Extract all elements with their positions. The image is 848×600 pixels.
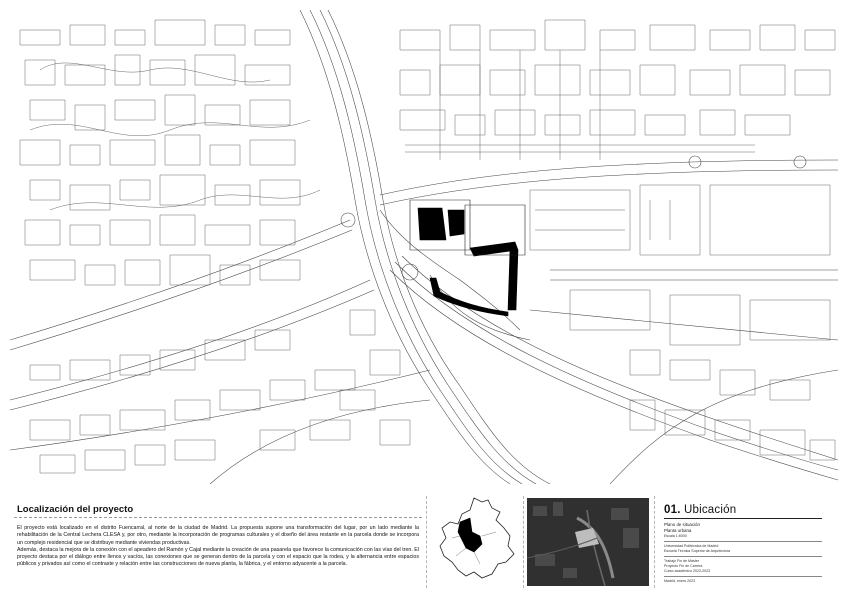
info-line: Planta urbana [664, 528, 692, 533]
sheet-number: 01. [664, 504, 681, 516]
info-divider [664, 556, 822, 557]
panel-separator [654, 496, 655, 588]
sheet-title-text: Ubicación [684, 504, 737, 516]
description-paragraph: El proyecto está localizado en el distrito Fuencarral, al norte de la ciudad de Madrid. La propuesta supone una transformación del lugar, por un lado mediante la rehabilitación de la Central Lechera CLESA y, por otro, mediante la incorporación de programas culturales y el diseño del área restante en la parcela donde se incorpora un complejo residencial que se distribuye mediante viviendas productivas. [17, 525, 419, 546]
sheet-title [664, 504, 824, 516]
info-line: Universidad Politécnica de Madrid [664, 544, 719, 548]
project-description [14, 492, 422, 592]
panel-separator [523, 496, 524, 588]
info-line: Plano de situación [664, 522, 700, 527]
site-plan-map [10, 10, 838, 484]
urban-map [10, 10, 838, 484]
locator-map [430, 492, 522, 592]
description-paragraph: Además, destaca la mejora de la conexión con el apeadero del Ramón y Cajal mediante la creación de una pasarela que favorece la comunicación con las vías del tren. El proyecto destaca por el diálogo entre llenos y vacíos, las conexiones que se generan dentro de la parcela y con el espacio que la rodea, y la alternancia entre espacios públicos y privados así como el contraste y relación entre las construcciones de nueva planta, la fábrica, y el entorno adyacente a la parcela. [17, 546, 419, 568]
description-divider [14, 517, 422, 518]
description-title: Localización del proyecto [17, 504, 134, 515]
info-line: Escala 1:6000 [664, 534, 687, 538]
title-rule [664, 518, 822, 519]
aerial-photo [527, 492, 649, 592]
info-divider [664, 576, 822, 577]
info-line: Escuela Técnica Superior de Arquitectura [664, 549, 731, 553]
info-line: Proyecto Fin de Carrera [664, 564, 703, 568]
madrid-outline-icon [430, 492, 522, 588]
sheet-footer: Madrid, enero 2023 [664, 579, 696, 583]
aerial-image [527, 498, 649, 586]
sheet-info [664, 492, 824, 592]
info-divider [664, 541, 822, 542]
info-line: Trabajo Fin de Máster [664, 559, 700, 563]
info-line: Curso académico 2022-2023 [664, 569, 711, 573]
panel-separator [426, 496, 427, 588]
description-body [17, 525, 419, 569]
